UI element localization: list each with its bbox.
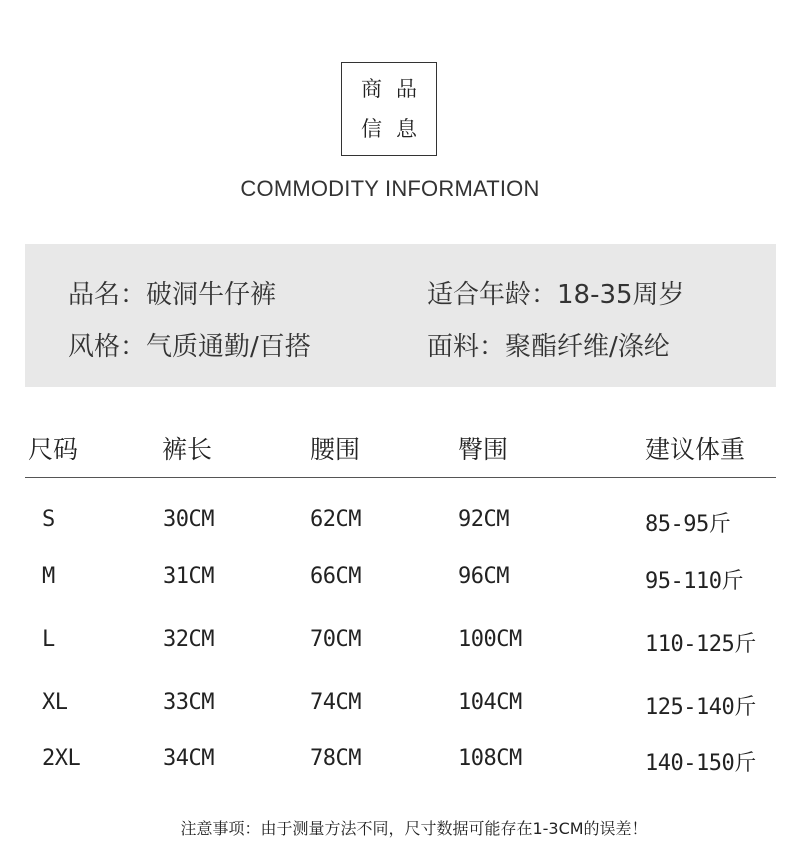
- row-s-size: S: [42, 507, 55, 532]
- row-s-length: 30CM: [163, 507, 214, 532]
- row-l-length: 32CM: [163, 627, 214, 652]
- info-panel: [25, 244, 776, 387]
- header-divider: [25, 477, 776, 478]
- info-age: 适合年龄：18-35周岁: [427, 280, 685, 310]
- row-m-weight: 95-110斤: [645, 569, 743, 594]
- info-style: 风格：气质通勤/百搭: [68, 332, 311, 362]
- header-length: 裤长: [162, 435, 213, 464]
- row-xl-length: 33CM: [163, 690, 214, 715]
- header-weight: 建议体重: [645, 435, 746, 464]
- row-s-hip: 92CM: [458, 507, 509, 532]
- row-l-size: L: [42, 627, 55, 652]
- row-m-hip: 96CM: [458, 564, 509, 589]
- section-subtitle: COMMODITY INFORMATION: [240, 176, 540, 201]
- row-m-waist: 66CM: [310, 564, 361, 589]
- title-line-2: 信息: [361, 117, 431, 141]
- row-xl-waist: 74CM: [310, 690, 361, 715]
- header-hip: 臀围: [458, 435, 509, 464]
- row-s-waist: 62CM: [310, 507, 361, 532]
- row-l-hip: 100CM: [458, 627, 522, 652]
- header-size: 尺码: [28, 435, 79, 464]
- row-xl-size: XL: [42, 690, 68, 715]
- row-xl-weight: 125-140斤: [645, 695, 756, 720]
- row-m-length: 31CM: [163, 564, 214, 589]
- row-l-waist: 70CM: [310, 627, 361, 652]
- row-2xl-waist: 78CM: [310, 746, 361, 771]
- info-product-name: 品名：破洞牛仔裤: [68, 280, 277, 310]
- measurement-note: 注意事项：由于测量方法不同，尺寸数据可能存在1-3CM的误差！: [180, 819, 648, 838]
- row-2xl-length: 34CM: [163, 746, 214, 771]
- row-m-size: M: [42, 564, 55, 589]
- info-fabric: 面料：聚酯纤维/涤纶: [427, 332, 670, 362]
- row-xl-hip: 104CM: [458, 690, 522, 715]
- row-2xl-size: 2XL: [42, 746, 81, 771]
- row-l-weight: 110-125斤: [645, 632, 756, 657]
- row-s-weight: 85-95斤: [645, 512, 731, 537]
- row-2xl-weight: 140-150斤: [645, 751, 756, 776]
- header-waist: 腰围: [310, 435, 361, 464]
- title-line-1: 商品: [361, 77, 431, 101]
- title-box: [341, 62, 437, 156]
- row-2xl-hip: 108CM: [458, 746, 522, 771]
